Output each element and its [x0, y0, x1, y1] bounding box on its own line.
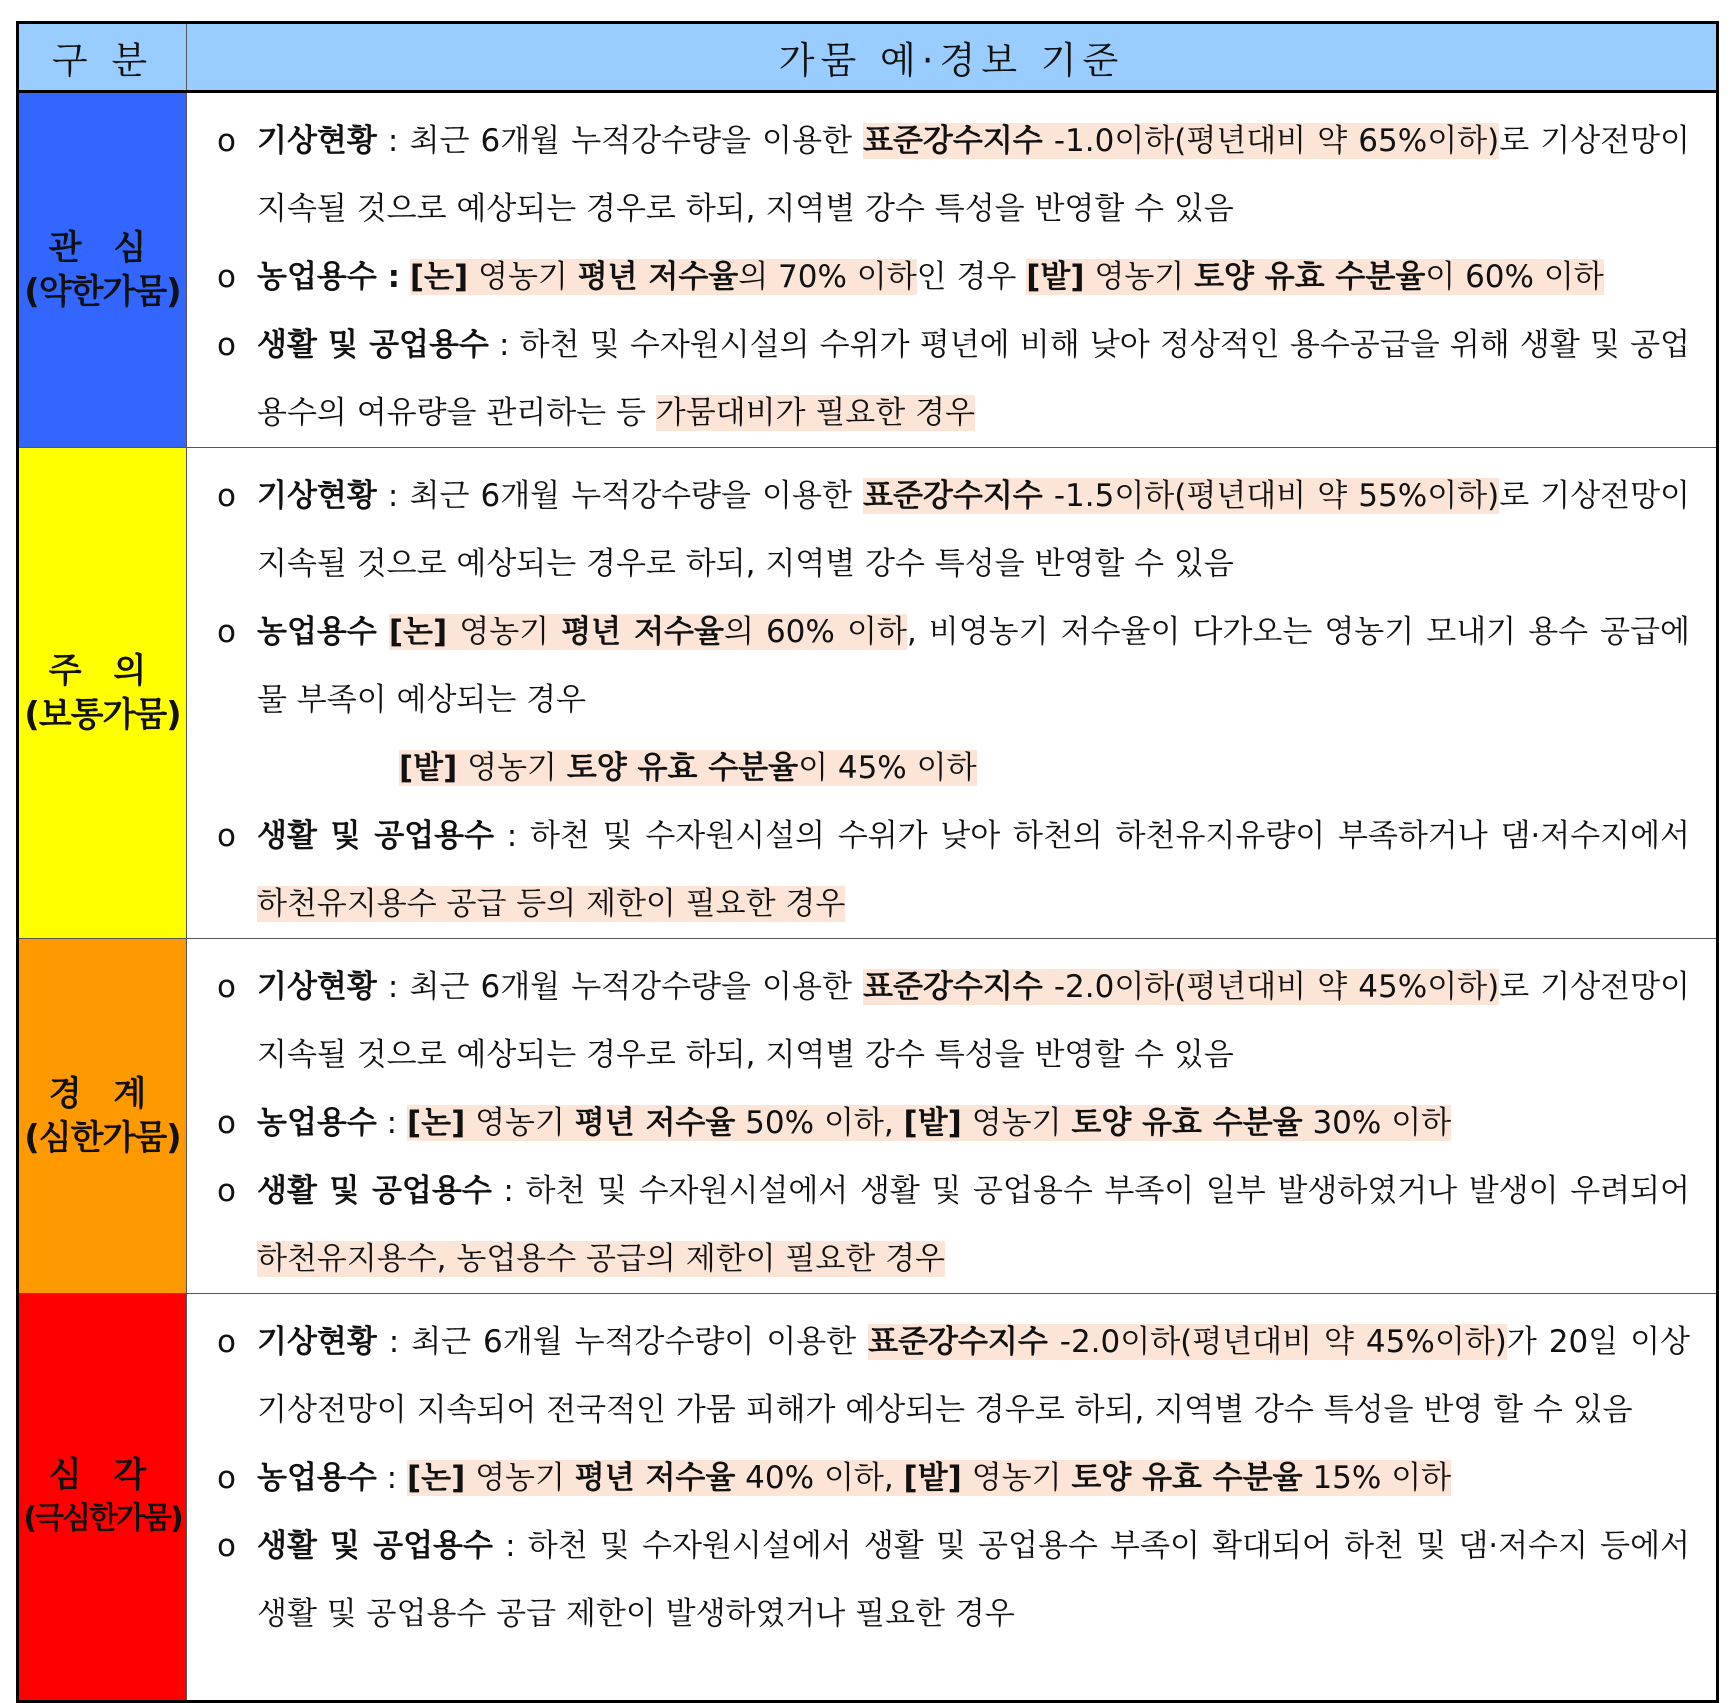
reservoir-rate: 평년 저수율 — [574, 1460, 736, 1496]
bullet: o — [217, 1324, 236, 1360]
highlight-spi — [863, 969, 1499, 1005]
domestic-criterion — [217, 1512, 1690, 1648]
criterion-text — [377, 614, 389, 650]
level-cell-caution — [18, 448, 187, 939]
level-row-caution — [18, 448, 1718, 939]
criterion-text: : 최근 6개월 누적강수량을 이용한 — [376, 969, 864, 1005]
threshold-text: 의 60% 이하 — [723, 614, 907, 650]
highlight-text: 하천유지용수, 농업용수 공급의 제한이 필요한 경우 — [257, 1241, 945, 1277]
soil-moisture: 토양 유효 수분율 — [1071, 1460, 1303, 1496]
highlight-field — [399, 750, 977, 786]
agri-criterion — [217, 243, 1690, 311]
field-tag: [밭] — [903, 1460, 962, 1496]
highlight-field — [1026, 259, 1604, 295]
criterion-text: 로 기상전망이 지속될 것으로 예상되는 경우로 하되, 지역별 강수 특성을 반영할 수 있음 — [257, 969, 1691, 1073]
criterion-key: 생활 및 공업용수 — [257, 1528, 493, 1564]
header-row — [18, 23, 1718, 92]
criteria-cell-alert — [187, 939, 1718, 1294]
bullet: o — [217, 1105, 236, 1141]
soil-moisture: 토양 유효 수분율 — [566, 750, 799, 786]
weather-criterion — [217, 462, 1690, 598]
level-name: 주 의 — [48, 651, 157, 691]
spi-threshold: -2.0이하(평년대비 약 45%이하) — [1047, 1324, 1507, 1360]
highlight-agri — [407, 1105, 1451, 1141]
spi-label: 표준강수지수 — [868, 1324, 1048, 1360]
threshold-text: 15% 이하 — [1302, 1460, 1452, 1496]
criterion-text: , 비영농기 저수율이 다가오는 영농기 모내기 용수 공급에 물 부족이 예상되는 경우 — [257, 614, 1691, 718]
paddy-tag: [논] — [409, 259, 469, 295]
criteria-cell-severe — [187, 1294, 1718, 1702]
criterion-text — [400, 259, 410, 295]
paddy-tag: [논] — [388, 614, 448, 650]
domestic-criterion — [217, 311, 1690, 447]
criterion-key: 기상현황 — [257, 969, 377, 1005]
criterion-text: : 하천 및 수자원시설에서 생활 및 공업용수 부족이 일부 발생하였거나 발생이 우려되어 — [491, 1173, 1690, 1209]
agri-criterion — [217, 1444, 1690, 1512]
field-tag: [밭] — [903, 1105, 962, 1141]
highlight-agri — [407, 1460, 1451, 1496]
level-cell-interest — [18, 92, 187, 448]
criterion-key: 기상현황 — [257, 123, 377, 159]
spi-label: 표준강수지수 — [863, 969, 1043, 1005]
criterion-text: : 최근 6개월 누적강수량을 이용한 — [376, 123, 864, 159]
field-tag: [밭] — [1026, 259, 1085, 295]
reservoir-rate: 평년 저수율 — [577, 259, 739, 295]
drought-criteria-table — [16, 21, 1719, 1703]
highlight-paddy — [389, 614, 907, 650]
threshold-text: 의 70% 이하 — [738, 259, 917, 295]
level-name: 관 심 — [48, 228, 157, 268]
bullet: o — [217, 123, 236, 159]
bullet: o — [217, 327, 236, 363]
criterion-text: : 최근 6개월 누적강수량을 이용한 — [376, 478, 864, 514]
level-name: 심 각 — [48, 1455, 157, 1495]
criterion-key: 농업용수 — [257, 614, 377, 650]
criteria-cell-caution — [187, 448, 1718, 939]
season-text: 영농기 — [465, 1460, 575, 1496]
threshold-text: 이 60% 이하 — [1425, 259, 1604, 295]
domestic-criterion — [217, 1157, 1690, 1293]
header-category: 구 분 — [18, 23, 187, 92]
level-cell-severe — [18, 1294, 187, 1702]
level-cell-alert — [18, 939, 187, 1294]
criterion-key: 농업용수 : — [257, 259, 400, 295]
paddy-tag: [논] — [406, 1460, 466, 1496]
reservoir-rate: 평년 저수율 — [561, 614, 724, 650]
season-text: 영농기 — [468, 259, 578, 295]
criterion-text: : 하천 및 수자원시설의 수위가 낮아 하천의 하천유지유량이 부족하거나 댐·저수지에서 — [494, 818, 1690, 854]
level-subtitle: (약한가뭄) — [24, 272, 181, 312]
criterion-key: 농업용수 — [257, 1460, 377, 1496]
criterion-key: 생활 및 공업용수 — [257, 327, 489, 363]
soil-moisture: 토양 유효 수분율 — [1071, 1105, 1303, 1141]
spi-label: 표준강수지수 — [863, 478, 1043, 514]
season-text: 영농기 — [457, 750, 567, 786]
threshold-text: 40% 이하, — [735, 1460, 904, 1496]
threshold-text: 30% 이하 — [1302, 1105, 1452, 1141]
season-text: 영농기 — [961, 1460, 1072, 1496]
level-subtitle: (보통가뭄) — [24, 695, 181, 735]
highlight-spi — [863, 478, 1499, 514]
highlight-spi — [868, 1324, 1507, 1360]
paddy-tag: [논] — [406, 1105, 466, 1141]
criterion-key: 기상현황 — [257, 1324, 377, 1360]
criterion-text: 가 20일 이상 기상전망이 지속되어 전국적인 가뭄 피해가 예상되는 경우로 하되, 지역별 강수 특성을 반영 할 수 있음 — [257, 1324, 1690, 1428]
bullet: o — [217, 259, 236, 295]
level-name: 경 계 — [48, 1074, 157, 1114]
header-criteria: 가뭄 예·경보 기준 — [187, 23, 1718, 92]
weather-criterion — [217, 1308, 1690, 1444]
level-subtitle: (극심한가뭄) — [23, 1501, 182, 1536]
season-text: 영농기 — [465, 1105, 575, 1141]
soil-moisture: 토양 유효 수분율 — [1194, 259, 1426, 295]
field-tag: [밭] — [399, 750, 458, 786]
bullet: o — [217, 614, 236, 650]
weather-criterion — [217, 107, 1690, 243]
highlight-spi — [863, 123, 1499, 159]
threshold-text: 이 45% 이하 — [798, 750, 977, 786]
highlight-paddy — [410, 259, 917, 295]
criterion-key: 생활 및 공업용수 — [257, 1173, 492, 1209]
level-subtitle: (심한가뭄) — [24, 1118, 181, 1158]
level-row-alert — [18, 939, 1718, 1294]
criterion-text: : — [376, 1460, 407, 1496]
criterion-key: 기상현황 — [257, 478, 377, 514]
criterion-key: 농업용수 — [257, 1105, 377, 1141]
criterion-text: : 최근 6개월 누적강수량이 이용한 — [376, 1324, 869, 1360]
spi-label: 표준강수지수 — [863, 123, 1043, 159]
agri-field-line — [217, 734, 1690, 802]
spi-threshold: -1.0이하(평년대비 약 65%이하) — [1042, 123, 1500, 159]
bullet: o — [217, 1528, 236, 1564]
highlight-text: 하천유지용수 공급 등의 제한이 필요한 경우 — [257, 886, 846, 922]
criterion-key: 생활 및 공업용수 — [257, 818, 495, 854]
criterion-text: 로 기상전망이 지속될 것으로 예상되는 경우로 하되, 지역별 강수 특성을 반영할 수 있음 — [257, 123, 1691, 227]
bullet: o — [217, 969, 236, 1005]
agri-criterion — [217, 1089, 1690, 1157]
season-text: 영농기 — [1084, 259, 1195, 295]
spi-threshold: -1.5이하(평년대비 약 55%이하) — [1042, 478, 1500, 514]
spi-threshold: -2.0이하(평년대비 약 45%이하) — [1042, 969, 1500, 1005]
bullet: o — [217, 1460, 236, 1496]
bullet: o — [217, 1173, 236, 1209]
reservoir-rate: 평년 저수율 — [574, 1105, 736, 1141]
level-row-interest — [18, 92, 1718, 448]
weather-criterion — [217, 953, 1690, 1089]
agri-criterion — [217, 598, 1690, 734]
criterion-text: : — [376, 1105, 407, 1141]
criterion-text: : 하천 및 수자원시설에서 생활 및 공업용수 부족이 확대되어 하천 및 댐·저수지 등에서 생활 및 공업용수 공급 제한이 발생하였거나 필요한 경우 — [257, 1528, 1690, 1632]
bullet: o — [217, 478, 236, 514]
criterion-text: 로 기상전망이 지속될 것으로 예상되는 경우로 하되, 지역별 강수 특성을 반영할 수 있음 — [257, 478, 1691, 582]
criterion-text: 인 경우 — [916, 259, 1027, 295]
level-row-severe — [18, 1294, 1718, 1702]
season-text: 영농기 — [961, 1105, 1072, 1141]
criterion-text: : 하천 및 수자원시설의 수위가 평년에 비해 낮아 정상적인 용수공급을 위해 생활 및 공업용수의 여유량을 관리하는 등 — [257, 327, 1690, 431]
highlight-text: 가뭄대비가 필요한 경우 — [655, 395, 975, 431]
season-text: 영농기 — [447, 614, 562, 650]
bullet: o — [217, 818, 236, 854]
criteria-cell-interest — [187, 92, 1718, 448]
domestic-criterion — [217, 802, 1690, 938]
threshold-text: 50% 이하, — [735, 1105, 904, 1141]
